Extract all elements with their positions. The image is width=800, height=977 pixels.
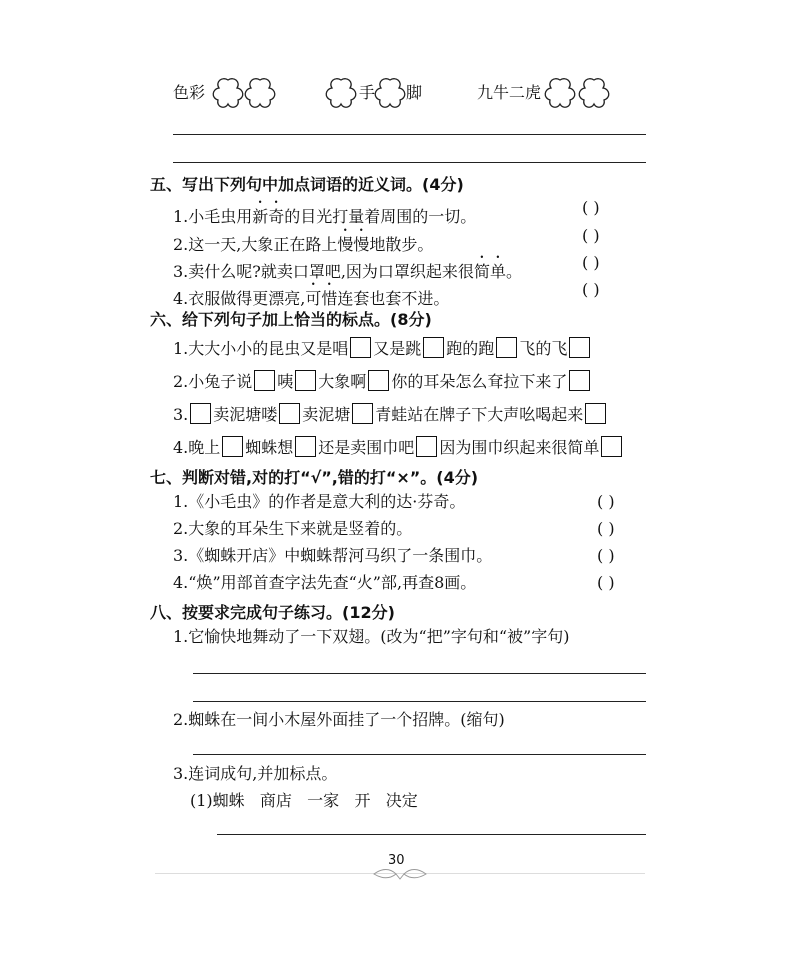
- section6-line-3: 3. 卖泥塘喽 卖泥塘 青蛙站在牌子下大声吆喝起来: [173, 403, 608, 425]
- punct-box[interactable]: [496, 337, 517, 358]
- answer-line[interactable]: [193, 701, 646, 702]
- dotted-word: 新奇: [252, 207, 285, 226]
- flower-icon: [324, 77, 358, 109]
- punct-box[interactable]: [222, 436, 243, 457]
- answer-paren[interactable]: ( ): [597, 492, 615, 511]
- flower-icon: [543, 77, 577, 109]
- flower-blank-6[interactable]: [577, 77, 611, 109]
- section5-item-4: 4.衣服做得更漂亮,可惜连套也套不进。: [173, 289, 450, 308]
- answer-paren[interactable]: ( ): [597, 546, 615, 565]
- flower-icon: [243, 77, 277, 109]
- section7-item-3: 3.《蜘蛛开店》中蜘蛛帮河马织了一条围巾。: [173, 546, 493, 565]
- answer-paren[interactable]: ( ): [597, 573, 615, 592]
- flower-blank-5[interactable]: [543, 77, 577, 109]
- answer-line[interactable]: [173, 134, 646, 135]
- flower-blank-2[interactable]: [243, 77, 277, 109]
- dotted-word: 可惜: [305, 289, 338, 308]
- section6-line-2: 2.小兔子说 咦 大象啊 你的耳朵怎么耷拉下来了: [173, 370, 592, 392]
- section8-item-3-sub: (1)蜘蛛 商店 一家 开 决定: [190, 791, 418, 810]
- punct-box[interactable]: [295, 436, 316, 457]
- section6-heading: 六、给下列句子加上恰当的标点。(8分): [150, 310, 432, 329]
- answer-paren[interactable]: ( ): [582, 198, 600, 217]
- top-group-3: 九牛二虎: [477, 83, 542, 102]
- punct-box[interactable]: [254, 370, 275, 391]
- section6-line-4: 4.晚上 蜘蛛想 还是卖围巾吧 因为围巾织起来很简单: [173, 436, 624, 458]
- flower-icon: [211, 77, 245, 109]
- answer-line[interactable]: [217, 834, 646, 835]
- flower-icon: [373, 77, 407, 109]
- punct-box[interactable]: [352, 403, 373, 424]
- top-row: [173, 83, 205, 103]
- dotted-word: 简单: [473, 262, 506, 281]
- punct-box[interactable]: [368, 370, 389, 391]
- punct-box[interactable]: [350, 337, 371, 358]
- punct-box[interactable]: [279, 403, 300, 424]
- answer-line[interactable]: [193, 673, 646, 674]
- flower-blank-1[interactable]: [211, 77, 245, 109]
- flower-blank-3[interactable]: [324, 77, 358, 109]
- punct-box[interactable]: [585, 403, 606, 424]
- footer-ornament: [372, 866, 428, 886]
- section8-heading: 八、按要求完成句子练习。(12分): [150, 603, 395, 622]
- section7-item-2: 2.大象的耳朵生下来就是竖着的。: [173, 519, 413, 538]
- section7-item-1: 1.《小毛虫》的作者是意大利的达·芬奇。: [173, 492, 466, 511]
- section5-heading: 五、写出下列句中加点词语的近义词。(4分): [150, 175, 464, 194]
- answer-paren[interactable]: ( ): [597, 519, 615, 538]
- section6-line-1: 1.大大小小的昆虫又是唱 又是跳 跑的跑 飞的飞: [173, 337, 592, 359]
- ornament-icon: [372, 866, 428, 882]
- top-group-1: 色彩: [173, 83, 206, 102]
- punct-box[interactable]: [423, 337, 444, 358]
- section8-item-1: 1.它愉快地舞动了一下双翅。(改为“把”字句和“被”字句): [173, 627, 570, 646]
- answer-paren[interactable]: ( ): [582, 253, 600, 272]
- punct-box[interactable]: [416, 436, 437, 457]
- flower-blank-4[interactable]: [373, 77, 407, 109]
- section5-item-3: 3.卖什么呢?就卖口罩吧,因为口罩织起来很简单。: [173, 262, 522, 281]
- flower-icon: [577, 77, 611, 109]
- section7-item-4: 4.“焕”用部首查字法先查“火”部,再查8画。: [173, 573, 477, 592]
- punct-box[interactable]: [295, 370, 316, 391]
- top-group-2-mid: 手: [359, 83, 376, 102]
- answer-paren[interactable]: ( ): [582, 280, 600, 299]
- section7-heading: 七、判断对错,对的打“√”,错的打“×”。(4分): [150, 468, 479, 487]
- section8-item-2: 2.蜘蛛在一间小木屋外面挂了一个招牌。(缩句): [173, 710, 505, 729]
- top-group-2-end: 脚: [406, 83, 423, 102]
- answer-line[interactable]: [173, 162, 646, 163]
- answer-paren[interactable]: ( ): [582, 226, 600, 245]
- section5-item-1: 1.小毛虫用新奇的目光打量着周围的一切。: [173, 207, 477, 226]
- punct-box[interactable]: [569, 337, 590, 358]
- dotted-word: 慢慢: [337, 235, 370, 254]
- punct-box[interactable]: [190, 403, 211, 424]
- section8-item-3: 3.连词成句,并加标点。: [173, 764, 338, 783]
- section5-item-2: 2.这一天,大象正在路上慢慢地散步。: [173, 235, 434, 254]
- page-number: 30: [388, 853, 405, 868]
- punct-box[interactable]: [569, 370, 590, 391]
- punct-box[interactable]: [601, 436, 622, 457]
- answer-line[interactable]: [193, 754, 646, 755]
